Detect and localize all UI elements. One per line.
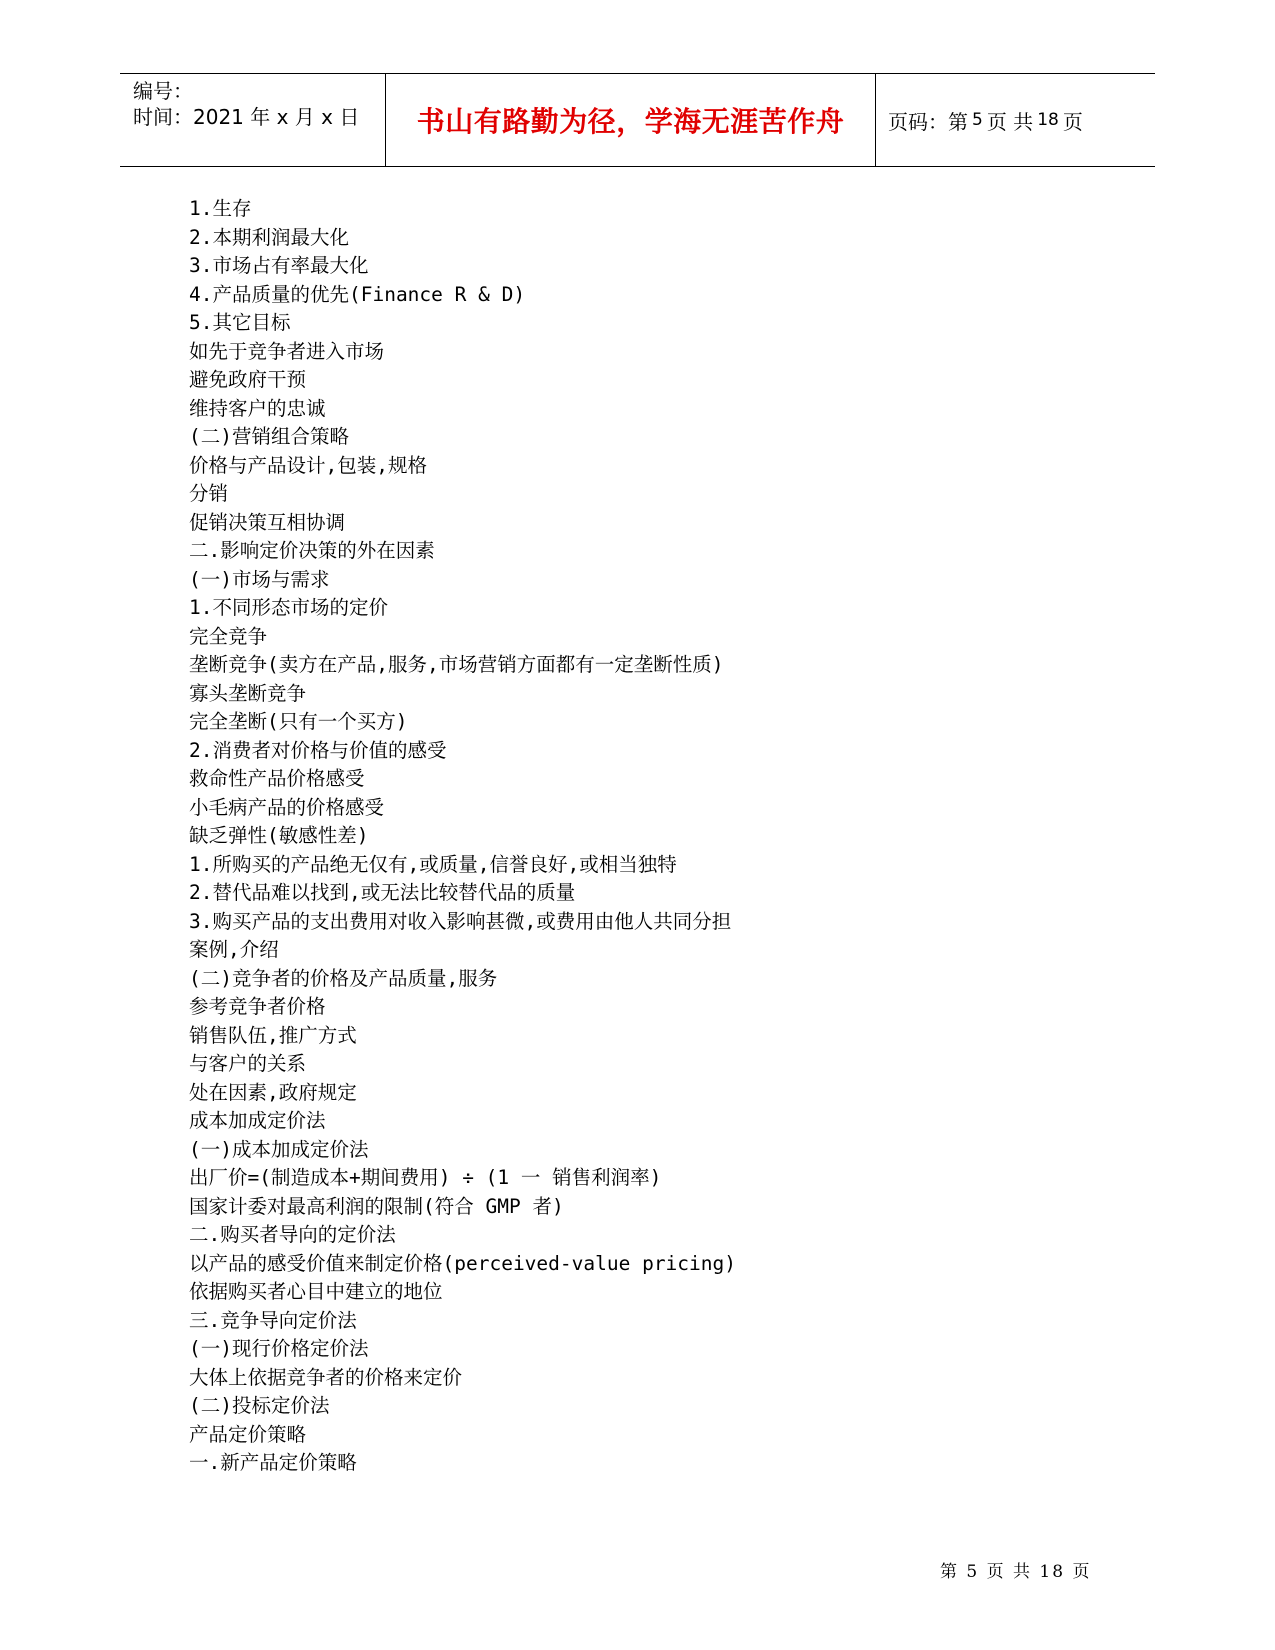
body-line: 大体上依据竞争者的价格来定价	[189, 1365, 463, 1389]
header-motto-cell	[386, 74, 876, 166]
page-total: 18	[1037, 110, 1059, 130]
body-line: 分销	[189, 482, 229, 505]
body-line: 一.新产品定价策略	[189, 1451, 357, 1474]
document-time-label: 时间：2021 年 x 月 x 日	[133, 105, 360, 129]
document-number-label: 编号：	[133, 79, 193, 103]
body-line: (二)投标定价法	[189, 1394, 330, 1417]
body-line: 4.产品质量的优先(Finance R & D)	[189, 282, 526, 306]
body-line: 1.所购买的产品绝无仅有,或质量,信誉良好,或相当独特	[189, 852, 677, 876]
body-line: 小毛病产品的价格感受	[189, 795, 385, 819]
body-line: 救命性产品价格感受	[189, 767, 365, 790]
body-line: 案例,介绍	[189, 938, 279, 961]
body-line: 促销决策互相协调	[189, 510, 346, 534]
body-line: 如先于竞争者进入市场	[189, 339, 385, 363]
body-line: 2.消费者对价格与价值的感受	[189, 738, 447, 762]
page-prefix: 页码：第	[888, 109, 968, 134]
page-current: 5	[972, 110, 983, 130]
header-motto: 书山有路勤为径，学海无涯苦作舟	[416, 105, 845, 138]
body-line: 依据购买者心目中建立的地位	[189, 1280, 443, 1303]
body-line: (一)现行价格定价法	[189, 1337, 369, 1360]
body-line: 3.市场占有率最大化	[189, 254, 369, 277]
body-line: 完全竞争	[189, 624, 268, 648]
body-line: 产品定价策略	[189, 1422, 307, 1446]
header-meta-cell	[120, 74, 386, 166]
body-line: 2.替代品难以找到,或无法比较替代品的质量	[189, 881, 576, 904]
body-line: (二)竞争者的价格及产品质量,服务	[189, 966, 498, 990]
body-line: 5.其它目标	[189, 311, 291, 334]
body-line: 国家计委对最高利润的限制(符合 GMP 者)	[189, 1194, 564, 1218]
page-footer: 第 5 页 共 18 页	[940, 1562, 1092, 1582]
body-line: 2.本期利润最大化	[189, 225, 349, 249]
body-line: 销售队伍,推广方式	[189, 1023, 357, 1047]
body-line: 以产品的感受价值来制定价格(perceived-value pricing)	[189, 1251, 736, 1275]
page-suffix: 页	[1062, 109, 1083, 134]
body-line: 二.影响定价决策的外在因素	[189, 539, 435, 562]
body-line: 成本加成定价法	[189, 1109, 326, 1132]
body-line: 出厂价=(制造成本+期间费用) ÷ (1 一 销售利润率)	[189, 1166, 662, 1189]
body-line: 参考竞争者价格	[189, 995, 326, 1018]
body-line: (一)市场与需求	[189, 567, 330, 591]
body-line: 与客户的关系	[189, 1052, 307, 1075]
body-line: 二.购买者导向的定价法	[189, 1223, 396, 1246]
body-line: 1.不同形态市场的定价	[189, 596, 388, 619]
body-line: 处在因素,政府规定	[189, 1080, 357, 1104]
header-page-cell	[876, 74, 1155, 166]
body-line: 价格与产品设计,包装,规格	[189, 453, 427, 477]
body-line: 1.生存	[189, 197, 252, 220]
body-line: 缺乏弹性(敏感性差)	[189, 824, 369, 847]
body-line: 维持客户的忠诚	[189, 396, 326, 420]
body-line: (二)营销组合策略	[189, 425, 349, 448]
document-body	[189, 195, 1089, 1478]
body-line: 三.竞争导向定价法	[189, 1308, 357, 1332]
body-line: 避免政府干预	[189, 368, 307, 391]
document-header	[120, 73, 1155, 167]
body-line: 寡头垄断竞争	[189, 681, 307, 705]
body-line: (一)成本加成定价法	[189, 1137, 369, 1161]
body-line: 3.购买产品的支出费用对收入影响甚微,或费用由他人共同分担	[189, 909, 732, 933]
page-mid: 页 共	[986, 109, 1034, 134]
body-line: 完全垄断(只有一个买方)	[189, 710, 408, 733]
body-line: 垄断竞争(卖方在产品,服务,市场营销方面都有一定垄断性质)	[189, 653, 724, 676]
